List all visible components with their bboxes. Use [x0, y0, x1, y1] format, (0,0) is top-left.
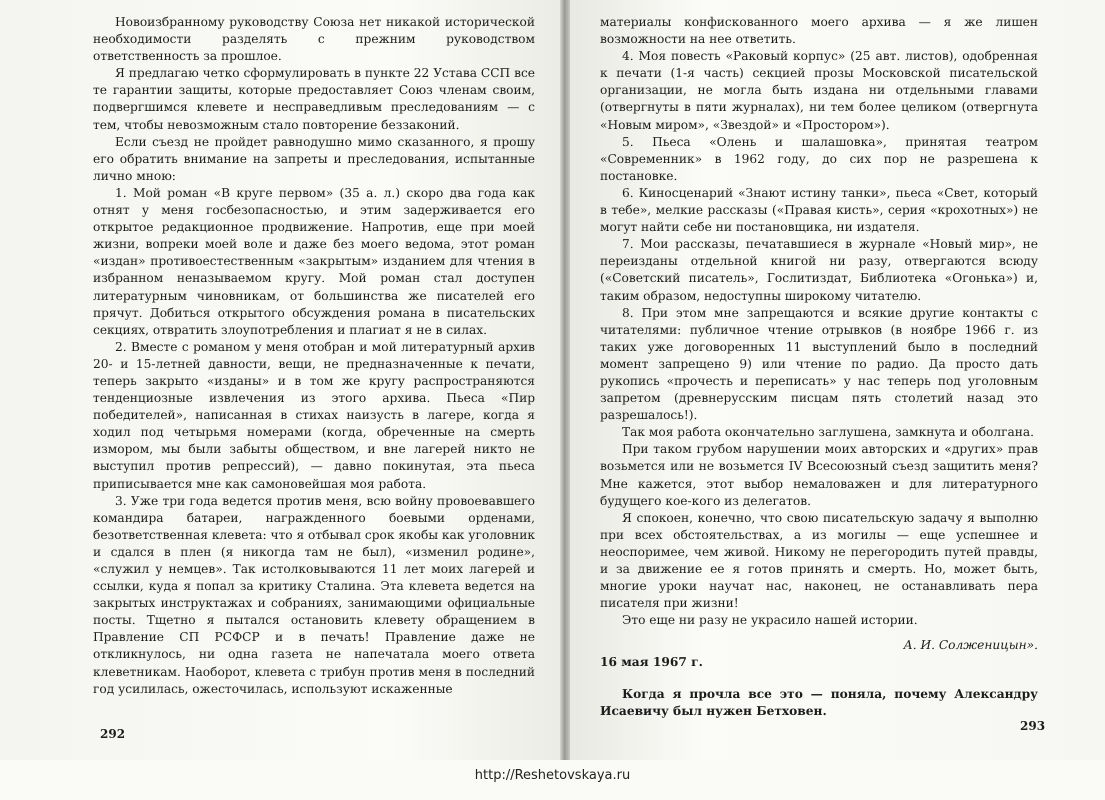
left-paragraph-2: Я предлагаю четко сформулировать в пункте 22 Устава ССП все те гарантии защиты, которые предоставляет Союз членам своим, подвергшимся клевете и несправедливым преследованиям — с тем, чтобы невозможным стало повторение беззаконий.: [93, 66, 535, 132]
right-paragraph-5: 7. Мои рассказы, печатавшиеся в журнале «Новый мир», не переизданы отдельной книгой ни разу, отвергаются всюду («Советский писатель», Гослитиздат, Библиотека «Огонька») и, таким образом, недоступны широкому читателю.: [600, 237, 1038, 303]
letter-signature: А. И. Солженицын».: [903, 638, 1038, 653]
right-paragraph-9: Я спокоен, конечно, что свою писательскую задачу я выполню при всех обстоятельствах, а из могилы — еще успешнее и неоспоримее, чем живой. Никому не перегородить путей правды, и за движение ее я готов принять и смерть. Но, может быть, многие уроки научат нас, наконец, не останавливать пера писателя при жизни!: [600, 510, 1038, 611]
right-paragraph-10: Это еще ни разу не украсило нашей истории.: [622, 613, 918, 628]
right-page: [570, 0, 1105, 760]
right-paragraph-3: 5. Пьеса «Олень и шалашовка», принятая театром «Современник» в 1962 году, до сих пор не разрешена к постановке.: [600, 134, 1038, 183]
right-page-number: 293: [1020, 719, 1046, 733]
right-paragraph-4: 6. Киносценарий «Знают истину танки», пьеса «Свет, который в тебе», мелкие рассказы («Правая кисть», серия «крохотных») не могут найти себе ни постановщика, ни издателя.: [600, 185, 1038, 235]
right-paragraph-8: При таком грубом нарушении моих авторских и «других» прав возьмется или не возьмется IV Всесоюзный съезд защитить меня? Мне кажется, этот выбор немаловажен и для литературного будущего кое-кого из делегатов.: [600, 442, 1038, 508]
left-page: [0, 0, 560, 760]
right-paragraph-6: 8. При этом мне запрещаются и всякие другие контакты с читателями: публичное чтение отрывков (в ноябре 1966 г. из таких уже договоренных 11 выступлений было в последний момент запрещено 9) или чтение по радио. Да просто дать рукопись «прочесть и переписать» у нас теперь под уголовным запретом (древнерусским писцам пять столетий назад это разрешалось!).: [600, 305, 1038, 423]
left-page-number: 292: [100, 727, 126, 741]
left-paragraph-5: 2. Вместе с романом у меня отобран и мой литературный архив 20- и 15-летней давности, вещи, не предназначенные к печати, теперь закрыто «изданы» и в том же кругу распространяются тенденциозные извлечения из этого архива. Пьеса «Пир победителей», написанная в стихах наизусть в лагере, когда я ходил под четырьмя номерами (когда, обреченные на смерть измором, мы были забыты обществом, и вне лагерей никто не выступил против репрессий), — давно покинутая, эта пьеса приписывается мне как самоновейшая моя работа.: [93, 339, 535, 491]
right-page-text: [600, 14, 1038, 720]
book-gutter: [560, 0, 570, 760]
source-url: http://Reshetovskaya.ru: [474, 768, 631, 783]
left-paragraph-4: 1. Мой роман «В круге первом» (35 а. л.) скоро два года как отнят у меня госбезопасностью, и этим задерживается его открытое редакционное продвижение. Напротив, еще при моей жизни, вопреки моей воле и даже без моего ведома, этот роман «издан» противоестественным «закрытым» изданием для чтения в избранном неназываемом кругу. Мой роман стал доступен литературным чиновникам, от большинства же писателей его прячут. Добиться открытого обсуждения романа в писательских секциях, отвратить злоупотребления и плагиат я не в силах.: [93, 185, 535, 337]
closing-paragraph: Когда я прочла все это — поняла, почему Александру Исаевичу был нужен Бетховен.: [600, 686, 1038, 718]
left-paragraph-3: Если съезд не пройдет равнодушно мимо сказанного, я прошу его обратить внимание на запреты и преследования, испытанные лично мною:: [93, 134, 535, 183]
letter-date: 16 мая 1967 г.: [600, 655, 703, 670]
left-paragraph-6: 3. Уже три года ведется против меня, всю войну провоевавшего командира батареи, награжденного боевыми орденами, безответственная клевета: что я отбывал срок якобы как уголовник и сдался в плен (я никогда там не был), «изменил родине», «служил у немцев». Так истолковываются 11 лет моих лагерей и ссылки, куда я попал за критику Сталина. Эта клевета ведется на закрытых инструктажах и собраниях, занимающими официальные посты. Тщетно я пытался остановить клевету обращением в Правление СП РСФСР и в печать! Правление даже не откликнулось, ни одна газета не напечатала моего ответа клеветникам. Наоборот, клевета с трибун против меня в последний год усилилась, ожесточилась, используют искаженные: [93, 493, 535, 696]
right-paragraph-2: 4. Моя повесть «Раковый корпус» (25 авт. листов), одобренная к печати (1-я часть) секцией прозы Московской писательской организации, не могла быть издана ни отдельными главами (отвергнуты в пяти журналах), ни тем более целиком (отвергнута «Новым миром», «Звездой» и «Простором»).: [600, 49, 1038, 132]
right-paragraph-7: Так моя работа окончательно заглушена, замкнута и оболгана.: [622, 425, 1035, 440]
left-page-text: [93, 14, 535, 698]
left-paragraph-1: Новоизбранному руководству Союза нет никакой исторической необходимости разделять с прежним руководством ответственность за прошлое.: [93, 15, 535, 64]
right-paragraph-1: материалы конфискованного моего архива — я же лишен возможности на нее ответить.: [600, 15, 1038, 47]
